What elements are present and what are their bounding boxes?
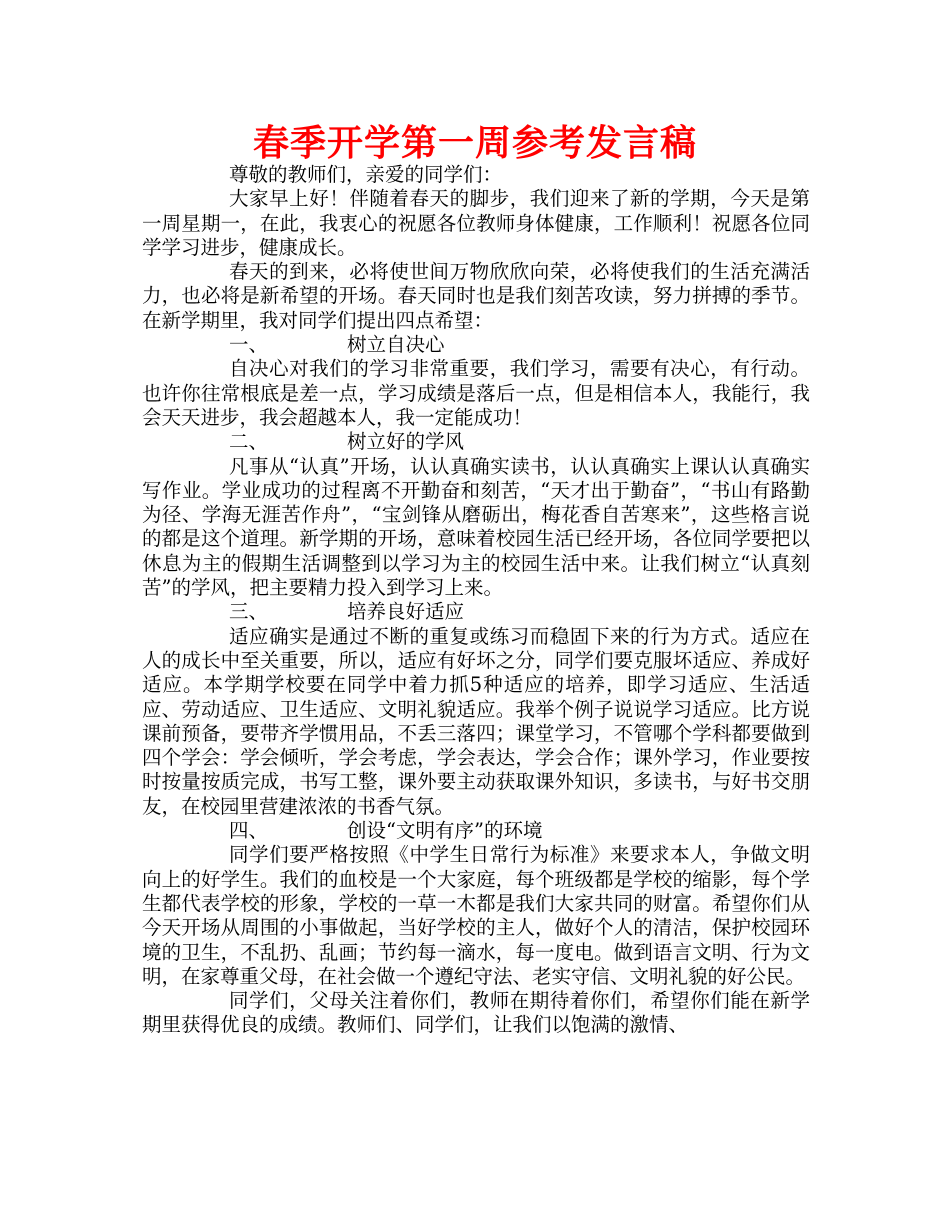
section-number: 四、: [229, 819, 269, 843]
section-title: 树立好的学风: [347, 430, 465, 454]
document-title: 春季开学第一周参考发言稿: [252, 123, 697, 164]
paragraph-determination: 自决心对我们的学习非常重要，我们学习，需要有决心，有行动。也许你往常根底是差一点，学习成绩是落后一点，但是相信本人，我能行，我会天天进步，我会超越本人，我一定能成功！: [142, 357, 810, 429]
section-heading-4: [142, 819, 810, 843]
document-body: [142, 163, 810, 1038]
section-title: 创设“文明有序”的环境: [347, 819, 543, 843]
paragraph-spring: 春天的到来，必将使世间万物欣欣向荣，必将使我们的生活充满活力，也必将是新希望的开场。春天同时也是我们刻苦攻读，努力拼搏的季节。在新学期里，我对同学们提出四点希望：: [142, 260, 810, 332]
paragraph-habits: 适应确实是通过不断的重复或练习而稳固下来的行为方式。适应在人的成长中至关重要，所以，适应有好坏之分，同学们要克服坏适应、养成好适应。本学期学校要在同学中着力抓5种适应的培养，即学习适应、生活适应、劳动适应、卫生适应、文明礼貌适应。我举个例子说说学习适应。比方说课前预备，要带齐学惯用品，不丢三落四；课堂学习，不管哪个学科都要做到四个学会：学会倾听，学会考虑，学会表达，学会合作；课外学习，作业要按时按量按质完成，书写工整，课外要主动获取课外知识，多读书，与好书交朋友，在校园里营建浓浓的书香气氛。: [142, 624, 810, 818]
salutation: 尊敬的教师们，亲爱的同学们：: [229, 163, 503, 186]
section-heading-1: [142, 333, 810, 357]
section-number: 一、: [229, 333, 269, 357]
paragraph-greeting: 大家早上好！伴随着春天的脚步，我们迎来了新的学期，今天是第一周星期一，在此，我衷心的祝愿各位教师身体健康，工作顺利！祝愿各位同学学习进步，健康成长。: [142, 187, 810, 259]
section-number: 二、: [229, 430, 269, 454]
section-heading-3: [142, 600, 810, 624]
section-title: 培养良好适应: [347, 600, 465, 624]
section-title: 树立自决心: [347, 333, 445, 357]
section-heading-2: [142, 430, 810, 454]
paragraph-closing: 同学们，父母关注着你们，教师在期待着你们，希望你们能在新学期里获得优良的成绩。教师们、同学们，让我们以饱满的激情、: [142, 989, 810, 1037]
paragraph-civility: 同学们要严格按照《中学生日常行为标准》来要求本人，争做文明向上的好学生。我们的血校是一个大家庭，每个班级都是学校的缩影，每个学生都代表学校的形象，学校的一草一木都是我们大家共同的财富。希望你们从今天开场从周围的小事做起，当好学校的主人，做好个人的清洁，保护校园环境的卫生，不乱扔、乱画；节约每一滴水，每一度电。做到语言文明、行为文明，在家尊重父母，在社会做一个遵纪守法、老实守信、文明礼貌的好公民。: [142, 843, 810, 988]
paragraph-study-style: 凡事从“认真”开场，认认真确实读书，认认真确实上课认认真确实写作业。学业成功的过程离不开勤奋和刻苦，“天才出于勤奋”，“书山有路勤为径、学海无涯苦作舟”，“宝剑锋从磨砺出，梅花香自苦寒来”，这些格言说的都是这个道理。新学期的开场，意味着校园生活已经开场，各位同学要把以休息为主的假期生活调整到以学习为主的校园生活中来。让我们树立“认真刻苦”的学风，把主要精力投入到学习上来。: [142, 454, 810, 600]
section-number: 三、: [229, 600, 269, 624]
